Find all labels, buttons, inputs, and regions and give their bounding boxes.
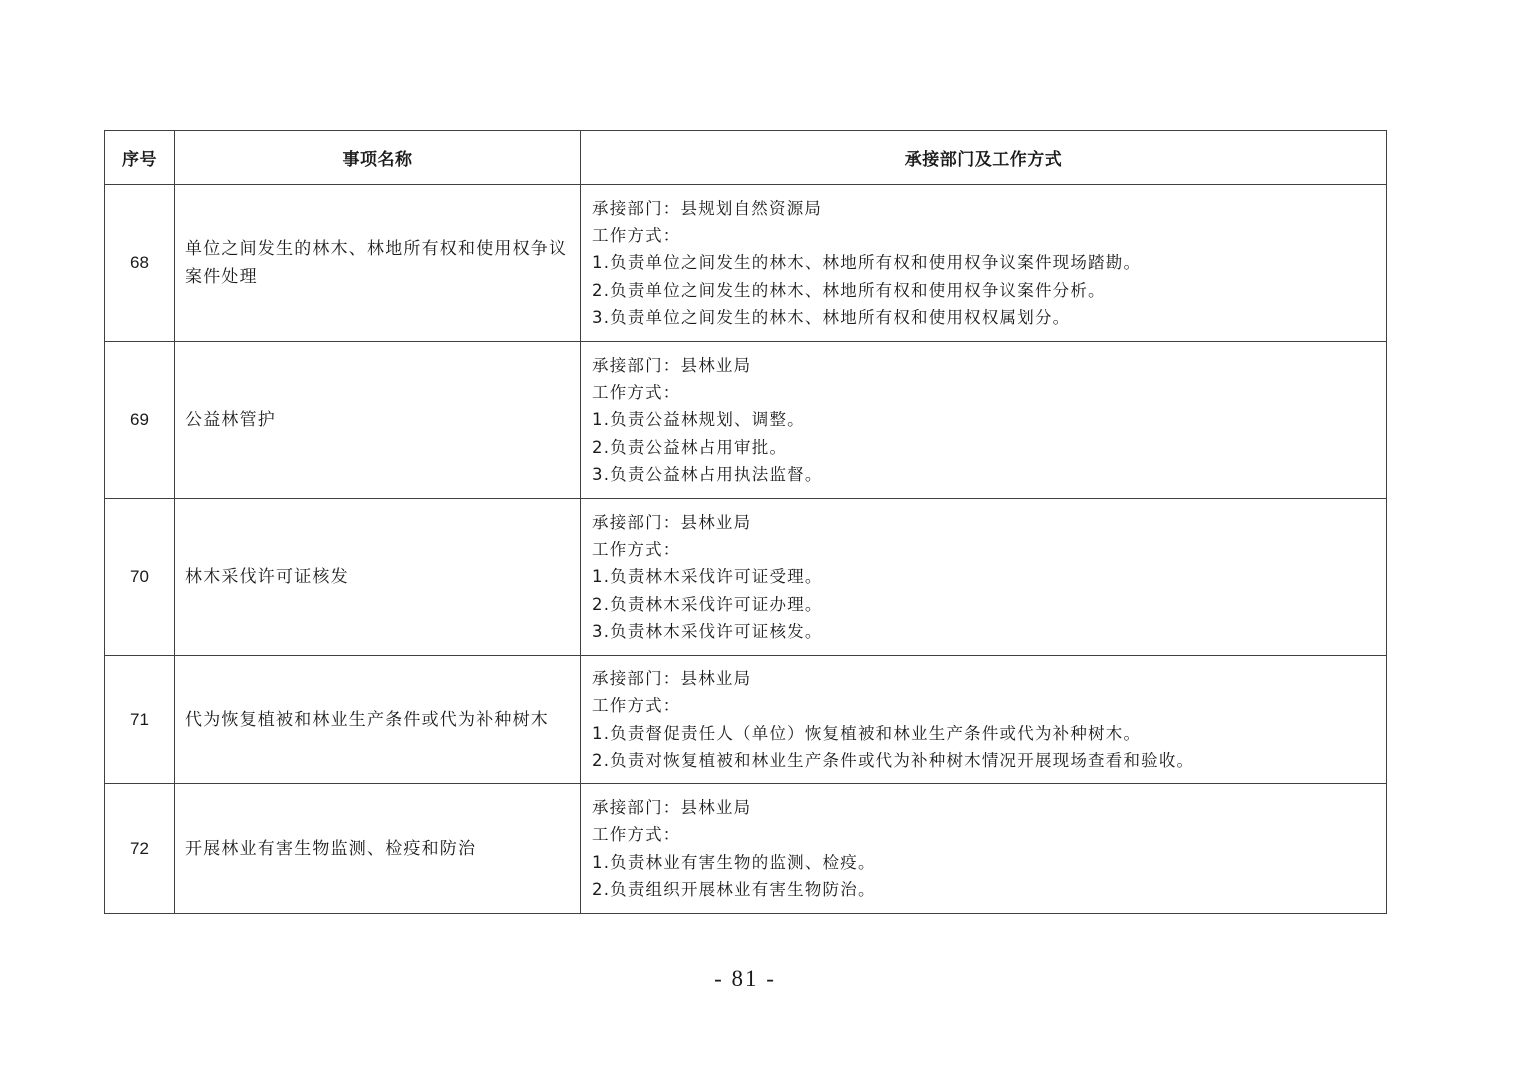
items-table	[104, 130, 1387, 914]
header-name: 事项名称	[175, 131, 581, 185]
method-item: 1.负责单位之间发生的林木、林地所有权和使用权争议案件现场踏勘。	[592, 253, 1142, 273]
table-row	[105, 656, 1387, 784]
method-item: 2.负责组织开展林业有害生物防治。	[592, 879, 876, 899]
method-label: 工作方式：	[592, 540, 681, 560]
item-name: 代为恢复植被和林业生产条件或代为补种树木	[175, 656, 581, 784]
row-num: 68	[105, 185, 175, 342]
method-cell	[581, 342, 1387, 499]
method-item: 1.负责公益林规划、调整。	[592, 410, 805, 430]
header-num: 序号	[105, 131, 175, 185]
page-number: - 81 -	[714, 966, 776, 991]
method-cell	[581, 499, 1387, 656]
table-row	[105, 342, 1387, 499]
table-row	[105, 185, 1387, 342]
item-name: 单位之间发生的林木、林地所有权和使用权争议案件处理	[175, 185, 581, 342]
header-method: 承接部门及工作方式	[581, 131, 1387, 185]
header-row	[105, 131, 1387, 185]
method-item: 1.负责林木采伐许可证受理。	[592, 567, 823, 587]
method-cell	[581, 185, 1387, 342]
method-cell	[581, 656, 1387, 784]
method-item: 2.负责公益林占用审批。	[592, 437, 788, 457]
method-item: 1.负责督促责任人（单位）恢复植被和林业生产条件或代为补种树木。	[592, 723, 1142, 743]
department-line: 承接部门：县林业局	[592, 668, 752, 688]
department-line: 承接部门：县规划自然资源局	[592, 198, 823, 218]
table-row	[105, 499, 1387, 656]
department-line: 承接部门：县林业局	[592, 355, 752, 375]
row-num: 71	[105, 656, 175, 784]
method-item: 2.负责林木采伐许可证办理。	[592, 594, 823, 614]
method-item: 2.负责单位之间发生的林木、林地所有权和使用权争议案件分析。	[592, 280, 1106, 300]
method-label: 工作方式：	[592, 226, 681, 246]
method-item: 3.负责公益林占用执法监督。	[592, 464, 823, 484]
method-cell	[581, 784, 1387, 914]
row-num: 70	[105, 499, 175, 656]
method-label: 工作方式：	[592, 383, 681, 403]
method-label: 工作方式：	[592, 696, 681, 716]
method-item: 3.负责林木采伐许可证核发。	[592, 621, 823, 641]
department-line: 承接部门：县林业局	[592, 512, 752, 532]
row-num: 72	[105, 784, 175, 914]
item-name: 林木采伐许可证核发	[175, 499, 581, 656]
table-row	[105, 784, 1387, 914]
method-item: 2.负责对恢复植被和林业生产条件或代为补种树木情况开展现场查看和验收。	[592, 750, 1195, 770]
item-name: 开展林业有害生物监测、检疫和防治	[175, 784, 581, 914]
item-name: 公益林管护	[175, 342, 581, 499]
department-line: 承接部门：县林业局	[592, 797, 752, 817]
method-label: 工作方式：	[592, 825, 681, 845]
method-item: 1.负责林业有害生物的监测、检疫。	[592, 852, 876, 872]
row-num: 69	[105, 342, 175, 499]
method-item: 3.负责单位之间发生的林木、林地所有权和使用权权属划分。	[592, 307, 1071, 327]
